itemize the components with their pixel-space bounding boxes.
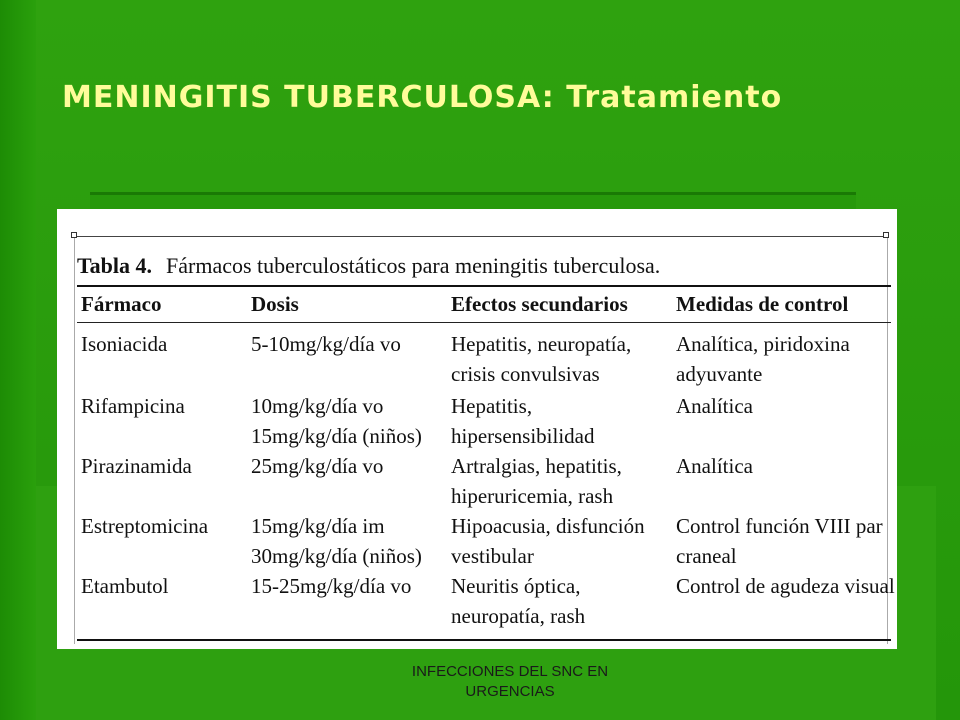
cell-dose: 15mg/kg/día (niños) <box>251 424 422 448</box>
cell-drug: Estreptomicina <box>81 514 209 538</box>
header-efectos: Efectos secundarios <box>451 292 628 316</box>
table-caption <box>77 253 660 279</box>
cell-effects: Neuritis óptica, <box>451 574 581 598</box>
header-dosis: Dosis <box>251 292 299 316</box>
cell-effects: neuropatía, rash <box>451 604 586 628</box>
frame-top-line <box>74 236 886 237</box>
cell-effects: Artralgias, hepatitis, <box>451 454 622 478</box>
cell-drug: Pirazinamida <box>81 454 192 478</box>
background-left-band <box>0 0 36 720</box>
cell-control: Analítica <box>676 394 753 418</box>
cell-dose: 30mg/kg/día (niños) <box>251 544 422 568</box>
resize-handle-top-left[interactable] <box>71 232 77 238</box>
footer-line: URGENCIAS <box>465 683 555 700</box>
cell-control: Analítica <box>676 454 753 478</box>
table-caption-label: Tabla 4. <box>77 253 153 278</box>
table-caption-text: Fármacos tuberculostáticos para meningitis tuberculosa. <box>166 253 661 278</box>
cell-effects: crisis convulsivas <box>451 362 600 386</box>
slide-footer <box>330 662 690 702</box>
header-medidas: Medidas de control <box>676 292 849 316</box>
slide-title: MENINGITIS TUBERCULOSA: Tratamiento <box>62 80 783 115</box>
cell-effects: vestibular <box>451 544 534 568</box>
cell-control: Control función VIII par <box>676 514 883 538</box>
resize-handle-top-right[interactable] <box>883 232 889 238</box>
cell-control: craneal <box>676 544 737 568</box>
cell-dose: 25mg/kg/día vo <box>251 454 384 478</box>
cell-effects: hiperuricemia, rash <box>451 484 614 508</box>
header-rule <box>77 322 891 323</box>
cell-control: adyuvante <box>676 362 763 386</box>
footer-line: INFECCIONES DEL SNC EN <box>411 663 609 680</box>
table-top-rule <box>77 285 891 287</box>
cell-effects: Hipoacusia, disfunción <box>451 514 645 538</box>
cell-control: Control de agudeza visual <box>676 574 895 598</box>
header-farmaco: Fármaco <box>81 292 162 316</box>
cell-dose: 5-10mg/kg/día vo <box>251 332 401 356</box>
cell-control: Analítica, piridoxina <box>676 332 850 356</box>
table-bottom-rule <box>77 639 891 641</box>
cell-effects: hipersensibilidad <box>451 424 595 448</box>
cell-dose: 15mg/kg/día im <box>251 514 385 538</box>
cell-dose: 15-25mg/kg/día vo <box>251 574 412 598</box>
drug-table-image <box>57 209 897 649</box>
cell-effects: Hepatitis, <box>451 394 533 418</box>
cell-effects: Hepatitis, neuropatía, <box>451 332 632 356</box>
cell-drug: Isoniacida <box>81 332 168 356</box>
cell-dose: 10mg/kg/día vo <box>251 394 384 418</box>
cell-drug: Rifampicina <box>81 394 185 418</box>
cell-drug: Etambutol <box>81 574 169 598</box>
